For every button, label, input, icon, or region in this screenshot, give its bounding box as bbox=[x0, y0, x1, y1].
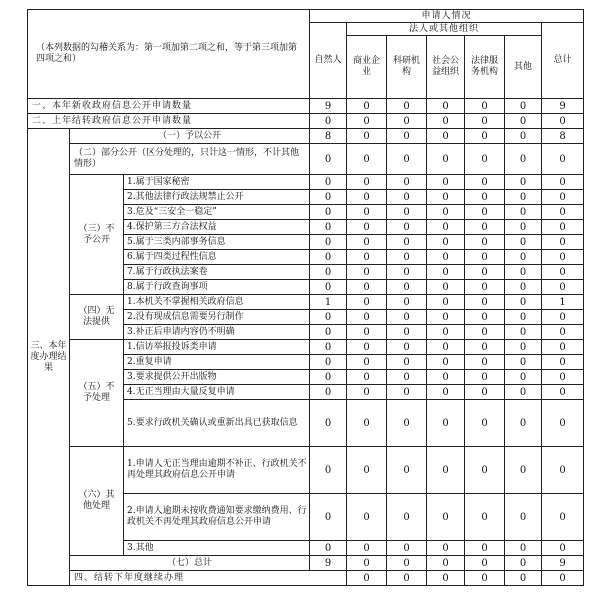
cell-research: 0 bbox=[387, 250, 427, 265]
cell-natural-person: 0 bbox=[310, 541, 347, 556]
cell-legal-service: 0 bbox=[465, 494, 505, 541]
cell-commercial: 0 bbox=[347, 400, 387, 447]
cell-other: 0 bbox=[505, 250, 542, 265]
cell-commercial: 0 bbox=[347, 295, 387, 310]
item-label: 4.无正当理由大量反复申请 bbox=[124, 385, 310, 400]
cell-research: 0 bbox=[387, 447, 427, 494]
cell-natural-person: 0 bbox=[310, 447, 347, 494]
cell-research: 0 bbox=[387, 494, 427, 541]
category-label: （六）其他处理 bbox=[70, 447, 124, 556]
cell-natural-person: 0 bbox=[310, 340, 347, 355]
header-row-1 bbox=[28, 10, 584, 23]
cell-other: 0 bbox=[505, 190, 542, 205]
result-section-label: 三、本年度办理结果 bbox=[28, 129, 70, 586]
cell-legal-service: 0 bbox=[465, 370, 505, 385]
cell-legal-service: 0 bbox=[465, 235, 505, 250]
cell-social-welfare: 0 bbox=[427, 556, 465, 571]
cell-social-welfare: 0 bbox=[427, 325, 465, 340]
cell-total: 0 bbox=[542, 205, 584, 220]
cell-commercial: 0 bbox=[347, 175, 387, 190]
cell-total: 0 bbox=[542, 250, 584, 265]
cell-research: 0 bbox=[387, 340, 427, 355]
cell-other: 0 bbox=[505, 235, 542, 250]
cell-social-welfare: 0 bbox=[465, 571, 505, 586]
row-label: 四、结转下年度继续办理 bbox=[70, 571, 347, 586]
table-row bbox=[28, 129, 584, 144]
cell-other: 0 bbox=[505, 175, 542, 190]
cell-legal-service: 0 bbox=[465, 129, 505, 144]
item-label: 3.要求提供公开出版物 bbox=[124, 370, 310, 385]
cell-legal-service: 0 bbox=[465, 310, 505, 325]
cell-other: 0 bbox=[505, 205, 542, 220]
item-label: 8.属于行政查询事项 bbox=[124, 280, 310, 295]
legal-service-header: 法律服务机构 bbox=[465, 36, 505, 99]
cell-other: 0 bbox=[505, 340, 542, 355]
cell-social-welfare: 0 bbox=[427, 250, 465, 265]
cell-legal-service: 0 bbox=[505, 571, 542, 586]
cell-social-welfare: 0 bbox=[427, 205, 465, 220]
disclosure-table-container bbox=[27, 9, 583, 586]
cell-legal-service: 0 bbox=[465, 220, 505, 235]
item-label: 5.要求行政机关确认或重新出具已获取信息 bbox=[124, 400, 310, 447]
cell-commercial: 0 bbox=[347, 310, 387, 325]
cell-research: 0 bbox=[387, 325, 427, 340]
cell-research: 0 bbox=[387, 265, 427, 280]
cell-legal-service: 0 bbox=[465, 175, 505, 190]
cell-total: 0 bbox=[542, 235, 584, 250]
natural-person-header: 自然人 bbox=[310, 23, 347, 99]
total-header: 总计 bbox=[542, 23, 584, 99]
table-row bbox=[28, 447, 584, 494]
category-label: （五）不予处理 bbox=[70, 340, 124, 447]
cell-research: 0 bbox=[387, 280, 427, 295]
cell-natural-person: 9 bbox=[310, 556, 347, 571]
row-label: 一、本年新收政府信息公开申请数量 bbox=[28, 99, 310, 114]
cell-natural-person: 0 bbox=[310, 144, 347, 175]
row-label: （二）部分公开（区分处理的，只计这一情形，不计其他情形） bbox=[70, 144, 310, 175]
cell-commercial: 0 bbox=[347, 494, 387, 541]
cell-total: 0 bbox=[542, 265, 584, 280]
cell-commercial: 0 bbox=[347, 385, 387, 400]
cell-legal-service: 0 bbox=[465, 340, 505, 355]
cell-total: 0 bbox=[542, 400, 584, 447]
cell-total: 0 bbox=[542, 447, 584, 494]
table-row bbox=[28, 571, 584, 586]
cell-natural-person: 0 bbox=[310, 310, 347, 325]
cell-natural-person: 0 bbox=[310, 205, 347, 220]
cell-legal-service: 0 bbox=[465, 400, 505, 447]
cell-research: 0 bbox=[387, 220, 427, 235]
cell-social-welfare: 0 bbox=[427, 280, 465, 295]
cell-natural-person: 0 bbox=[310, 385, 347, 400]
cell-commercial: 0 bbox=[347, 190, 387, 205]
cell-other: 0 bbox=[505, 494, 542, 541]
cell-legal-service: 0 bbox=[465, 265, 505, 280]
cell-total: 0 bbox=[542, 385, 584, 400]
cell-other: 0 bbox=[505, 310, 542, 325]
cell-commercial: 0 bbox=[347, 265, 387, 280]
item-label: 5.属于三类内部事务信息 bbox=[124, 235, 310, 250]
item-label: 2.申请人逾期未按收费通知要求缴纳费用、行政机关不再处理其政府信息公开申请 bbox=[124, 494, 310, 541]
cell-other: 0 bbox=[505, 385, 542, 400]
cell-total: 0 bbox=[542, 190, 584, 205]
legal-group-header: 法人或其他组织 bbox=[347, 23, 542, 36]
cell-natural-person: 0 bbox=[310, 355, 347, 370]
cell-legal-service: 0 bbox=[465, 144, 505, 175]
cell-other: 0 bbox=[505, 265, 542, 280]
cell-total: 0 bbox=[542, 310, 584, 325]
cell-natural-person: 8 bbox=[310, 129, 347, 144]
table-row bbox=[28, 175, 584, 190]
cell-total: 0 bbox=[542, 280, 584, 295]
item-label: 1.申请人无正当理由逾期不补正、行政机关不再处理其政府信息公开申请 bbox=[124, 447, 310, 494]
cell-legal-service: 0 bbox=[465, 385, 505, 400]
cell-other: 0 bbox=[505, 144, 542, 175]
cell-commercial: 0 bbox=[347, 541, 387, 556]
cell-natural-person: 0 bbox=[310, 250, 347, 265]
cell-natural-person: 9 bbox=[310, 99, 347, 114]
item-label: 1.信访举报投诉类申请 bbox=[124, 340, 310, 355]
item-label: 1.本机关不掌握相关政府信息 bbox=[124, 295, 310, 310]
cell-social-welfare: 0 bbox=[427, 447, 465, 494]
cell-commercial: 0 bbox=[347, 250, 387, 265]
cell-total: 1 bbox=[542, 295, 584, 310]
cell-other: 0 bbox=[505, 99, 542, 114]
cell-other: 0 bbox=[505, 280, 542, 295]
table-row bbox=[28, 99, 584, 114]
cell-social-welfare: 0 bbox=[427, 340, 465, 355]
cell-research: 0 bbox=[387, 385, 427, 400]
cell-other: 0 bbox=[542, 571, 584, 586]
cell-other: 0 bbox=[505, 325, 542, 340]
cell-natural-person: 0 bbox=[310, 114, 347, 129]
research-header: 科研机构 bbox=[387, 36, 427, 99]
cell-natural-person: 0 bbox=[310, 190, 347, 205]
cell-commercial: 0 bbox=[347, 556, 387, 571]
cell-total: 0 bbox=[542, 220, 584, 235]
cell-other: 0 bbox=[505, 400, 542, 447]
cell-other: 0 bbox=[505, 370, 542, 385]
cell-total: 0 bbox=[542, 494, 584, 541]
item-label: 4.保护第三方合法权益 bbox=[124, 220, 310, 235]
cell-total: 9 bbox=[542, 99, 584, 114]
cell-total: 0 bbox=[542, 541, 584, 556]
item-label: 2.重复申请 bbox=[124, 355, 310, 370]
cell-legal-service: 0 bbox=[465, 114, 505, 129]
cell-natural-person: 0 bbox=[310, 370, 347, 385]
cell-research: 0 bbox=[387, 400, 427, 447]
cell-commercial: 0 bbox=[347, 235, 387, 250]
cell-legal-service: 0 bbox=[465, 99, 505, 114]
cell-research: 0 bbox=[387, 114, 427, 129]
table-row bbox=[28, 295, 584, 310]
cell-legal-service: 0 bbox=[465, 325, 505, 340]
table-row bbox=[28, 114, 584, 129]
commercial-header: 商业企业 bbox=[347, 36, 387, 99]
cell-social-welfare: 0 bbox=[427, 144, 465, 175]
category-label: （四）无法提供 bbox=[70, 295, 124, 340]
cell-social-welfare: 0 bbox=[427, 220, 465, 235]
cell-legal-service: 0 bbox=[465, 447, 505, 494]
cell-social-welfare: 0 bbox=[427, 190, 465, 205]
cell-legal-service: 0 bbox=[465, 280, 505, 295]
cell-natural-person: 0 bbox=[310, 220, 347, 235]
applicant-header: 申请人情况 bbox=[310, 10, 584, 23]
cell-research: 0 bbox=[387, 205, 427, 220]
cell-research: 0 bbox=[387, 99, 427, 114]
item-label: 7.属于行政执法案卷 bbox=[124, 265, 310, 280]
cell-commercial: 0 bbox=[347, 114, 387, 129]
cell-research: 0 bbox=[387, 144, 427, 175]
cell-total: 0 bbox=[542, 370, 584, 385]
table-row bbox=[28, 556, 584, 571]
cell-commercial: 0 bbox=[347, 355, 387, 370]
cell-total: 0 bbox=[542, 175, 584, 190]
cell-natural-person: 0 bbox=[310, 280, 347, 295]
cell-other: 0 bbox=[505, 355, 542, 370]
cell-total: 8 bbox=[542, 129, 584, 144]
cell-commercial: 0 bbox=[347, 447, 387, 494]
cell-commercial: 0 bbox=[387, 571, 427, 586]
cell-research: 0 bbox=[387, 370, 427, 385]
cell-commercial: 0 bbox=[347, 325, 387, 340]
item-label: 2.没有现成信息需要另行制作 bbox=[124, 310, 310, 325]
cell-total: 0 bbox=[542, 325, 584, 340]
cell-social-welfare: 0 bbox=[427, 400, 465, 447]
cell-social-welfare: 0 bbox=[427, 175, 465, 190]
cell-research: 0 bbox=[387, 556, 427, 571]
cell-research: 0 bbox=[387, 175, 427, 190]
cell-social-welfare: 0 bbox=[427, 265, 465, 280]
cell-other: 0 bbox=[505, 114, 542, 129]
cell-legal-service: 0 bbox=[465, 295, 505, 310]
cell-commercial: 0 bbox=[347, 220, 387, 235]
cell-social-welfare: 0 bbox=[427, 370, 465, 385]
cell-commercial: 0 bbox=[347, 370, 387, 385]
item-label: 2.其他法律行政法规禁止公开 bbox=[124, 190, 310, 205]
cell-other: 0 bbox=[505, 556, 542, 571]
cell-other: 0 bbox=[505, 129, 542, 144]
cell-research: 0 bbox=[387, 355, 427, 370]
cell-legal-service: 0 bbox=[465, 541, 505, 556]
row-label: （七）总计 bbox=[70, 556, 310, 571]
row-label: （一）予以公开 bbox=[70, 129, 310, 144]
cell-other: 0 bbox=[505, 447, 542, 494]
cell-research: 0 bbox=[427, 571, 465, 586]
cell-social-welfare: 0 bbox=[427, 114, 465, 129]
cell-commercial: 0 bbox=[347, 205, 387, 220]
cell-natural-person: 0 bbox=[310, 175, 347, 190]
cell-social-welfare: 0 bbox=[427, 235, 465, 250]
cell-natural-person: 0 bbox=[310, 235, 347, 250]
cell-natural-person: 0 bbox=[310, 494, 347, 541]
cell-total: 0 bbox=[542, 340, 584, 355]
cell-social-welfare: 0 bbox=[427, 541, 465, 556]
cell-other: 0 bbox=[505, 541, 542, 556]
cell-commercial: 0 bbox=[347, 99, 387, 114]
disclosure-statistics-table bbox=[27, 9, 584, 586]
other-header: 其他 bbox=[505, 36, 542, 99]
cell-research: 0 bbox=[387, 190, 427, 205]
cell-legal-service: 0 bbox=[465, 190, 505, 205]
cell-natural-person: 1 bbox=[310, 295, 347, 310]
cell-commercial: 0 bbox=[347, 129, 387, 144]
item-label: 3.补正后申请内容仍不明确 bbox=[124, 325, 310, 340]
cell-total: 0 bbox=[542, 114, 584, 129]
cell-social-welfare: 0 bbox=[427, 295, 465, 310]
cell-social-welfare: 0 bbox=[427, 355, 465, 370]
cell-social-welfare: 0 bbox=[427, 494, 465, 541]
cell-natural-person: 0 bbox=[347, 571, 387, 586]
cell-commercial: 0 bbox=[347, 340, 387, 355]
cell-social-welfare: 0 bbox=[427, 129, 465, 144]
cell-social-welfare: 0 bbox=[427, 99, 465, 114]
cell-commercial: 0 bbox=[347, 280, 387, 295]
item-label: 6.属于四类过程性信息 bbox=[124, 250, 310, 265]
cell-natural-person: 0 bbox=[310, 265, 347, 280]
cell-natural-person: 0 bbox=[310, 400, 347, 447]
item-label: 3.其他 bbox=[124, 541, 310, 556]
cell-total: 0 bbox=[542, 144, 584, 175]
cell-total: 9 bbox=[542, 556, 584, 571]
cell-social-welfare: 0 bbox=[427, 310, 465, 325]
cell-research: 0 bbox=[387, 541, 427, 556]
cell-commercial: 0 bbox=[347, 144, 387, 175]
row-label: 二、上年结转政府信息公开申请数量 bbox=[28, 114, 310, 129]
category-label: （三）不予公开 bbox=[70, 175, 124, 295]
cell-natural-person: 0 bbox=[310, 325, 347, 340]
cell-social-welfare: 0 bbox=[427, 385, 465, 400]
cell-other: 0 bbox=[505, 295, 542, 310]
cell-research: 0 bbox=[387, 235, 427, 250]
table-row bbox=[28, 144, 584, 175]
cell-research: 0 bbox=[387, 295, 427, 310]
item-label: 1.属于国家秘密 bbox=[124, 175, 310, 190]
cell-legal-service: 0 bbox=[465, 250, 505, 265]
table-row bbox=[28, 340, 584, 355]
cell-legal-service: 0 bbox=[465, 355, 505, 370]
cell-legal-service: 0 bbox=[465, 556, 505, 571]
cell-research: 0 bbox=[387, 310, 427, 325]
cell-total: 0 bbox=[542, 355, 584, 370]
relationship-note: （本列数据的勾稽关系为：第一项加第二项之和，等于第三项加第四项之和） bbox=[28, 10, 310, 99]
item-label: 3.危及“三安全一稳定” bbox=[124, 205, 310, 220]
cell-research: 0 bbox=[387, 129, 427, 144]
cell-legal-service: 0 bbox=[465, 205, 505, 220]
cell-other: 0 bbox=[505, 220, 542, 235]
social-welfare-header: 社会公益组织 bbox=[427, 36, 465, 99]
